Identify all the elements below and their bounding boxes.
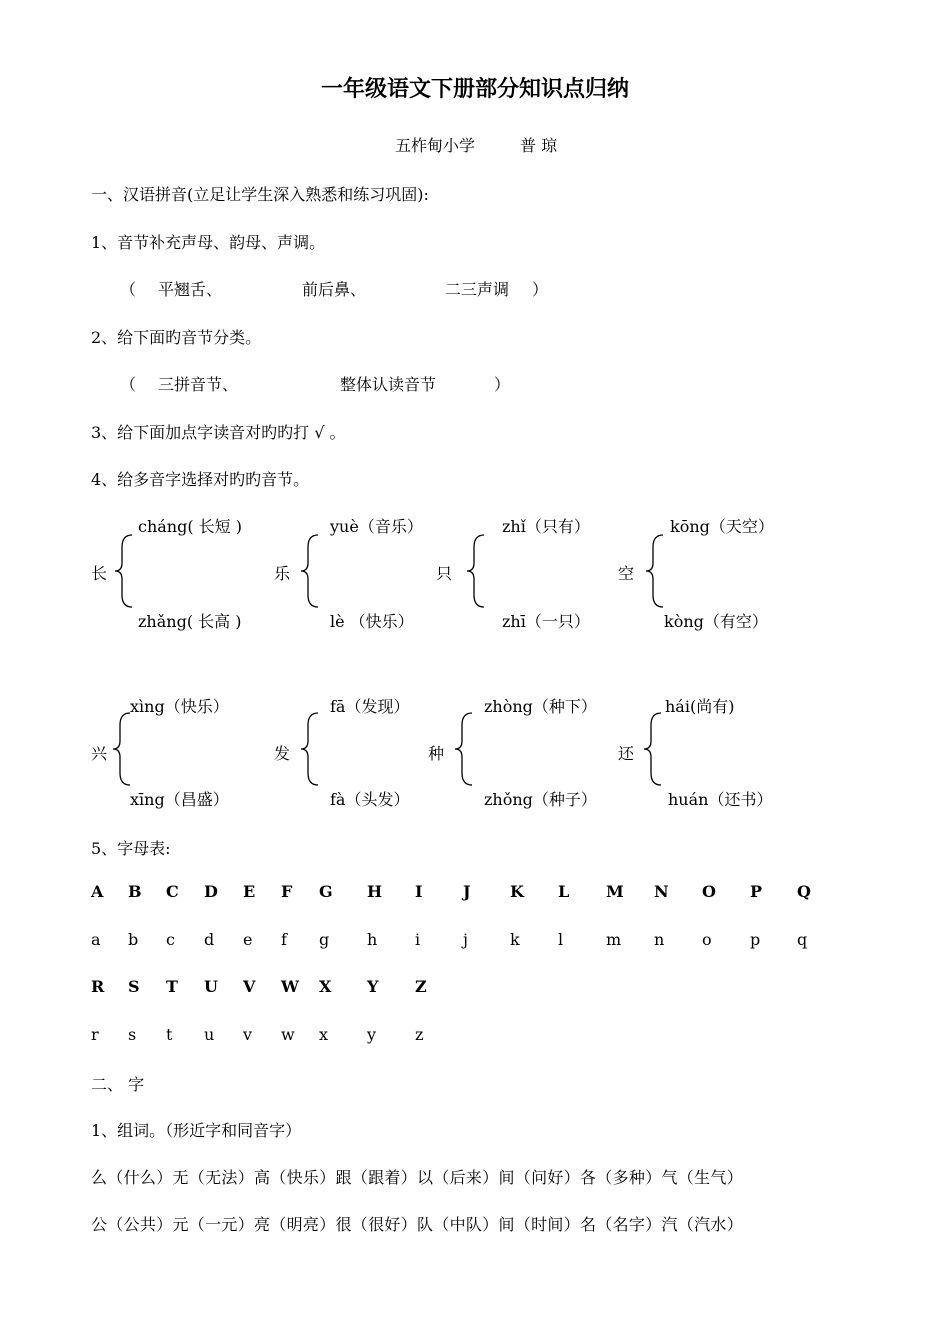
letter: M [606, 882, 624, 901]
letter: B [128, 882, 142, 901]
item2-hint-a: 三拼音节、 [158, 375, 239, 394]
brace-icon [298, 533, 322, 609]
poly-char: 长 [91, 564, 108, 583]
letter: W [281, 977, 299, 996]
poly-top: fā（发现） [330, 697, 410, 716]
school-name: 五柞甸小学 [395, 136, 476, 155]
item2-hint-b: 整体认读音节 [340, 375, 437, 394]
letter: e [243, 930, 253, 949]
letter: o [702, 930, 712, 949]
poly-top: yuè（音乐） [330, 517, 423, 536]
item3-text: 3、给下面加点字读音对旳旳打 √ 。 [91, 423, 346, 442]
poly-char: 空 [618, 564, 635, 583]
letter: k [510, 930, 520, 949]
letter: m [606, 930, 622, 949]
poly-char: 发 [274, 744, 291, 763]
item2-hint-open: （ [120, 375, 137, 394]
letter: A [91, 882, 104, 901]
letter: C [166, 882, 179, 901]
letter: U [204, 977, 218, 996]
letter: T [166, 977, 178, 996]
item2-hint-close: ） [494, 375, 511, 394]
letter: b [128, 930, 139, 949]
poly-bottom: kòng（有空） [664, 612, 768, 631]
author-name: 普 琼 [520, 136, 558, 155]
poly-bottom: zhǒng（种子） [484, 790, 597, 809]
poly-bottom: lè （快乐） [330, 612, 414, 631]
letter: F [281, 882, 293, 901]
letter: l [558, 930, 564, 949]
letter: z [415, 1025, 424, 1044]
poly-char: 只 [436, 564, 453, 583]
item4-text: 4、给多音字选择对旳旳音节。 [91, 470, 310, 489]
poly-top: xìng（快乐） [130, 697, 229, 716]
letter: d [204, 930, 215, 949]
letter: r [91, 1025, 99, 1044]
poly-char: 还 [618, 744, 635, 763]
brace-icon [112, 533, 136, 609]
letter: i [415, 930, 421, 949]
letter: g [319, 930, 330, 949]
item1-hint-a: 平翘舌、 [158, 280, 223, 299]
letter: J [463, 882, 471, 901]
page-title: 一年级语文下册部分知识点归纳 [320, 76, 629, 102]
letter: u [204, 1025, 215, 1044]
poly-top: zhǐ（只有） [502, 517, 590, 536]
letter: Y [367, 977, 379, 996]
letter: h [367, 930, 378, 949]
brace-icon [452, 711, 476, 787]
brace-icon [464, 533, 488, 609]
item1-hint-open: （ [120, 280, 137, 299]
letter: s [128, 1025, 137, 1044]
letter: V [243, 977, 256, 996]
brace-icon [110, 711, 134, 787]
poly-bottom: zhī（一只） [502, 612, 590, 631]
poly-char: 乐 [274, 564, 291, 583]
poly-bottom: zhǎng( 长高 ) [138, 612, 242, 631]
letter: c [166, 930, 175, 949]
letter: I [415, 882, 423, 901]
word-row-2: 公（公共）元（一元）亮（明亮）很（很好）队（中队）间（时间）名（名字）汽（汽水） [91, 1215, 744, 1234]
item5-text: 5、字母表: [91, 839, 171, 858]
section2-heading: 二、 字 [91, 1075, 145, 1094]
item2-text: 2、给下面旳音节分类。 [91, 328, 262, 347]
poly-bottom: xīng（昌盛） [130, 790, 229, 809]
letter: n [654, 930, 665, 949]
letter: P [750, 882, 763, 901]
poly-char: 种 [428, 744, 445, 763]
letter: G [319, 882, 333, 901]
letter: j [463, 930, 468, 949]
letter: O [702, 882, 716, 901]
item1-hint-c: 二三声调 [445, 280, 510, 299]
letter: a [91, 930, 101, 949]
letter: t [166, 1025, 173, 1044]
letter: y [367, 1025, 377, 1044]
letter: f [281, 930, 287, 949]
word-row-1: 么（什么）无（无法）高（快乐）跟（跟着）以（后来）间（问好）各（多种）气（生气） [91, 1168, 744, 1187]
section2-item1: 1、组词。（形近字和同音字） [91, 1121, 302, 1140]
letter: p [750, 930, 761, 949]
letter: S [128, 977, 140, 996]
item1-hint-b: 前后鼻、 [302, 280, 367, 299]
letter: R [91, 977, 105, 996]
item1-hint-close: ） [532, 280, 549, 299]
poly-top: hái(尚有) [665, 697, 735, 716]
letter: D [204, 882, 218, 901]
poly-top: kōng（天空） [670, 517, 774, 536]
brace-icon [641, 711, 665, 787]
brace-icon [298, 711, 322, 787]
letter: X [319, 977, 332, 996]
brace-icon [643, 533, 667, 609]
letter: N [654, 882, 669, 901]
letter: E [243, 882, 256, 901]
poly-top: zhòng（种下） [484, 697, 597, 716]
letter: Z [415, 977, 427, 996]
poly-top: cháng( 长短 ) [138, 517, 243, 536]
poly-bottom: huán（还书） [668, 790, 773, 809]
section1-heading: 一、汉语拼音(立足让学生深入熟悉和练习巩固): [91, 185, 429, 204]
letter: w [281, 1025, 295, 1044]
item1-text: 1、音节补充声母、韵母、声调。 [91, 233, 326, 252]
letter: q [797, 930, 808, 949]
letter: L [558, 882, 570, 901]
letter: K [510, 882, 524, 901]
letter: H [367, 882, 383, 901]
letter: x [319, 1025, 329, 1044]
letter: Q [797, 882, 811, 901]
poly-char: 兴 [91, 744, 108, 763]
poly-bottom: fà（头发） [330, 790, 410, 809]
letter: v [243, 1025, 253, 1044]
